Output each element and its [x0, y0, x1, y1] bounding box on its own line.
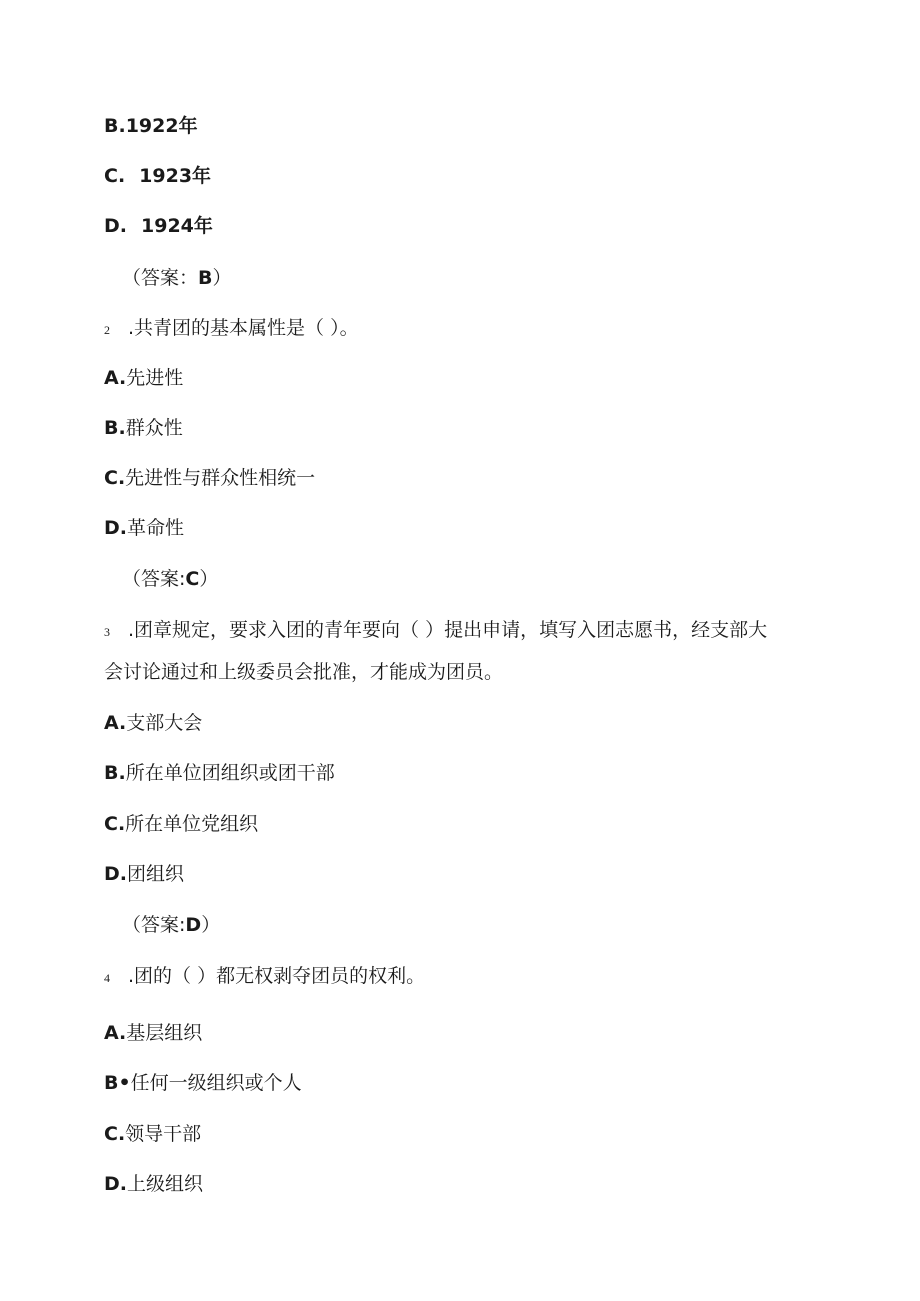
option-letter: A.	[104, 712, 127, 734]
answer-letter: D	[185, 914, 202, 936]
q3-option-b	[104, 761, 335, 785]
option-letter: D.	[104, 215, 127, 237]
option-text: 1923年	[139, 165, 212, 187]
q2-answer	[122, 567, 218, 591]
question-number: 4	[104, 971, 110, 985]
q3-question-line2	[104, 660, 503, 684]
option-text: 1924年	[141, 215, 213, 237]
option-text: 任何一级组织或个人	[130, 1072, 302, 1094]
q1-option-c	[104, 164, 211, 188]
option-text: 先进性与群众性相统一	[125, 467, 316, 489]
q4-question	[104, 964, 425, 990]
q2-option-a	[104, 366, 183, 390]
option-letter: A.	[104, 1022, 127, 1044]
q3-option-d	[104, 862, 184, 886]
option-letter: D.	[104, 863, 127, 885]
q4-option-c	[104, 1122, 201, 1146]
q3-question-line1	[104, 618, 767, 644]
option-text: 所在单位党组织	[125, 813, 259, 835]
question-text-continued: 会讨论通过和上级委员会批准，才能成为团员。	[104, 661, 504, 683]
answer-prefix: （答案:	[122, 914, 186, 936]
q2-option-c	[104, 466, 315, 490]
option-letter: D.	[104, 517, 127, 539]
q2-option-b	[104, 416, 183, 440]
answer-prefix: （答案:	[122, 568, 186, 590]
answer-suffix: ）	[199, 568, 219, 590]
option-text: 基层组织	[126, 1022, 203, 1044]
q4-option-d	[104, 1172, 203, 1196]
question-number: 3	[104, 625, 110, 639]
option-text: 支部大会	[126, 712, 203, 734]
answer-letter: B	[198, 267, 213, 289]
q2-option-d	[104, 516, 184, 540]
q3-option-c	[104, 812, 258, 836]
q1-option-d	[104, 214, 213, 238]
option-letter: A.	[104, 367, 127, 389]
q1-answer	[122, 266, 232, 290]
option-letter: C.	[104, 165, 126, 187]
option-text: 群众性	[125, 417, 183, 439]
q4-option-b	[104, 1071, 302, 1095]
option-letter: C.	[104, 1123, 126, 1145]
option-text: 1922年	[125, 115, 198, 137]
q1-option-b	[104, 114, 198, 138]
option-letter: D.	[104, 1173, 127, 1195]
option-text: 所在单位团组织或团干部	[125, 762, 335, 784]
option-letter: B•	[104, 1072, 131, 1094]
option-letter: B.	[104, 115, 126, 137]
option-letter: C.	[104, 467, 126, 489]
option-letter: B.	[104, 417, 126, 439]
q3-answer	[122, 913, 220, 937]
option-letter: C.	[104, 813, 126, 835]
option-text: 领导干部	[125, 1123, 202, 1145]
answer-suffix: ）	[212, 267, 232, 289]
answer-prefix: （答案：	[122, 267, 199, 289]
option-text: 上级组织	[127, 1173, 204, 1195]
answer-letter: C	[185, 568, 200, 590]
option-text: 革命性	[127, 517, 185, 539]
question-text: .共青团的基本属性是（ ）。	[128, 317, 359, 339]
question-text: .团章规定，要求入团的青年要向（ ）提出申请，填写入团志愿书，经支部大	[128, 619, 768, 641]
option-text: 先进性	[126, 367, 184, 389]
q2-question	[104, 316, 359, 342]
option-text: 团组织	[127, 863, 185, 885]
answer-suffix: ）	[201, 914, 221, 936]
option-letter: B.	[104, 762, 126, 784]
q3-option-a	[104, 711, 202, 735]
question-text: .团的（ ）都无权剥夺团员的权利。	[128, 965, 426, 987]
q4-option-a	[104, 1021, 202, 1045]
question-number: 2	[104, 323, 110, 337]
